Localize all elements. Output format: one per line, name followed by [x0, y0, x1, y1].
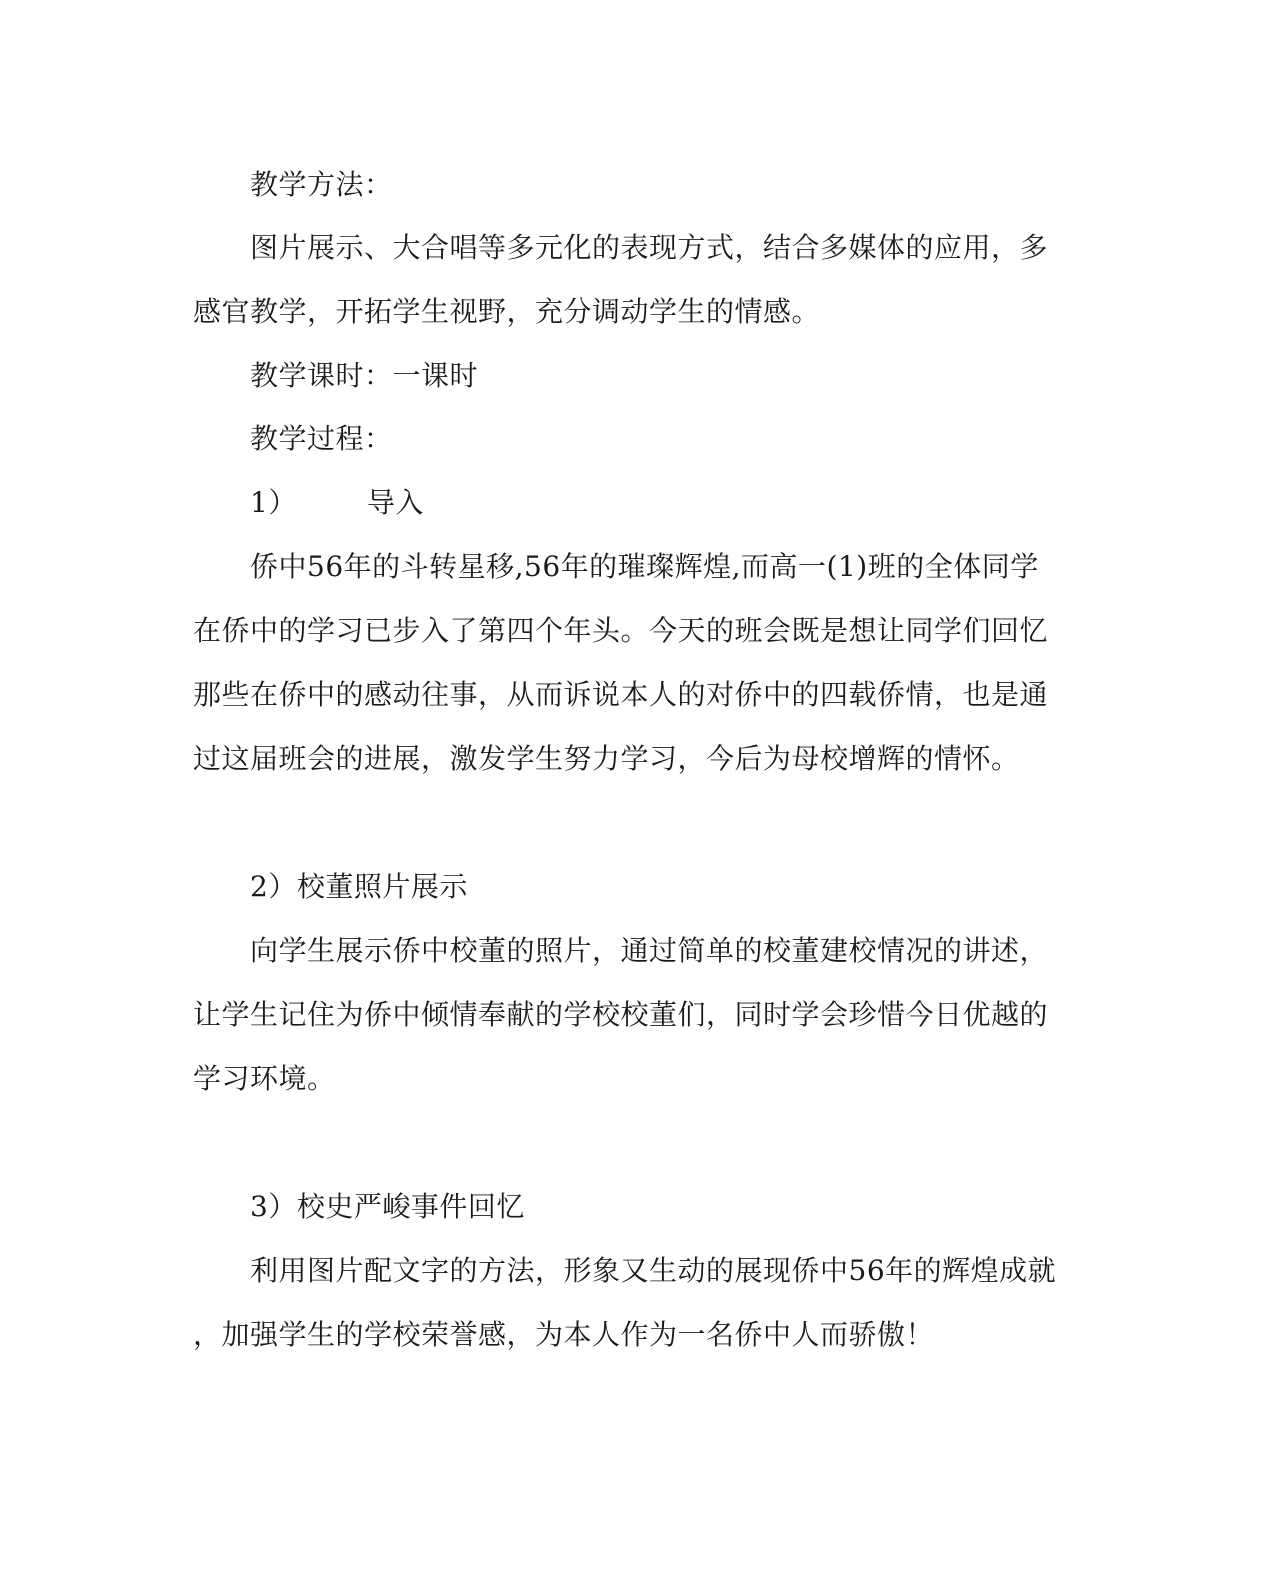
step1-line-1: 侨中56年的斗转星移,56年的璀璨辉煌,而高一(1)班的全体同学 [250, 550, 1039, 583]
method-text-line-1: 图片展示、大合唱等多元化的表现方式，结合多媒体的应用，多 [250, 231, 1049, 264]
step3-line-2: ，加强学生的学校荣誉感，为本人作为一名侨中人而骄傲！ [193, 1318, 935, 1351]
step2-line-2: 让学生记住为侨中倾情奉献的学校校董们，同时学会珍惜今日优越的 [193, 998, 1049, 1031]
step3-line-1: 利用图片配文字的方法，形象又生动的展现侨中56年的辉煌成就 [250, 1254, 1057, 1287]
step1-number: 1） [250, 486, 297, 519]
period-line: 教学课时：一课时 [250, 359, 479, 392]
step1-line-2: 在侨中的学习已步入了第四个年头。今天的班会既是想让同学们回忆 [193, 614, 1049, 647]
step2-heading: 2）校董照片展示 [250, 870, 468, 903]
step1-heading [250, 486, 424, 520]
step1-line-4: 过这届班会的进展，激发学生努力学习，今后为母校增辉的情怀。 [193, 742, 1020, 775]
step1-line-3: 那些在侨中的感动往事，从而诉说本人的对侨中的四载侨情，也是通 [193, 678, 1049, 711]
step2-line-3: 学习环境。 [193, 1062, 336, 1095]
step3-heading: 3）校史严峻事件回忆 [250, 1190, 525, 1223]
method-text-line-2: 感官教学，开拓学生视野，充分调动学生的情感。 [193, 295, 821, 328]
process-heading: 教学过程： [250, 422, 393, 455]
step1-title: 导入 [366, 486, 424, 519]
method-heading: 教学方法： [250, 168, 393, 201]
step2-line-1: 向学生展示侨中校董的照片，通过简单的校董建校情况的讲述， [250, 934, 1049, 967]
